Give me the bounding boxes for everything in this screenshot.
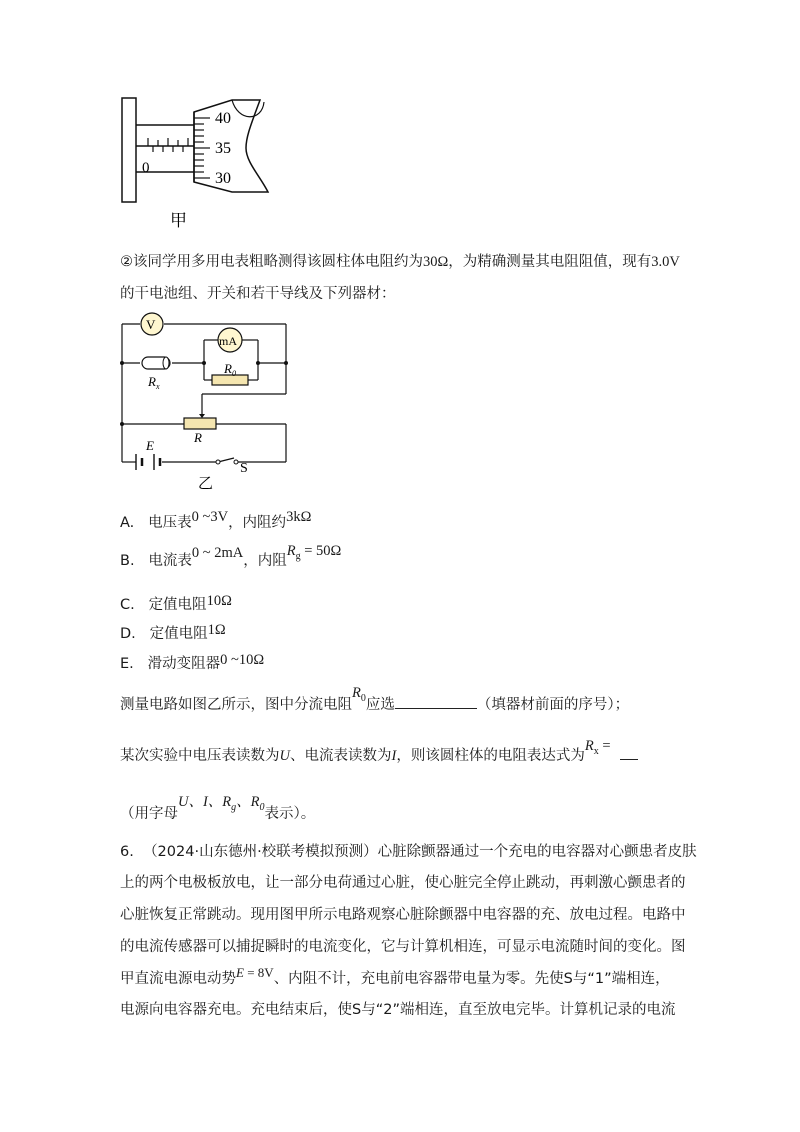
milliammeter-label: mA [219, 334, 237, 348]
figure-caption-jia: 甲 [170, 211, 187, 230]
option-text: 电压表 [148, 515, 192, 531]
q6-line3: 心脏恢复正常跳动。现用图甲所示电路观察心脏除颤器中电容器的充、放电过程。电路中 [120, 907, 686, 923]
r0-symbol: R [352, 685, 361, 701]
option-value: 3kΩ [286, 509, 312, 525]
option-symbol: R [286, 543, 296, 559]
battery-symbol [136, 454, 160, 470]
option-text: 定值电阻 [149, 626, 208, 642]
emf-value: = 8V [243, 965, 274, 980]
q6-line2: 上的两个电极板放电，让一部分电荷通过心脏，使心脏完全停止跳动，再刺激心颤患者的 [120, 875, 686, 891]
option-value: 1Ω [207, 622, 226, 638]
emf-symbol: E [236, 965, 244, 980]
option-symbol-sub: g [295, 551, 301, 562]
micrometer-figure [112, 92, 282, 232]
q5-part2-line1 [120, 252, 680, 272]
q6-line4: 的电流传感器可以捕捉瞬时的电流变化，它与计算机相连，可显示电流随时间的变化。图 [120, 939, 686, 955]
option-e [120, 654, 264, 674]
fill-in-rx-expression [120, 738, 638, 768]
option-d [120, 624, 226, 644]
rheostat [184, 418, 216, 429]
micrometer-frame [122, 98, 136, 202]
switch-label: S [240, 461, 248, 476]
micrometer-label-40: 40 [215, 110, 231, 127]
answer-blank-r0[interactable] [395, 708, 477, 709]
answer-blank-rx[interactable] [620, 759, 638, 760]
micrometer-zero-label: 0 [142, 160, 150, 176]
option-tail: ，内阻约 [228, 515, 287, 531]
letters-list: U、I、R [178, 794, 232, 810]
option-text: 定值电阻 [148, 597, 207, 613]
option-letter: B. [120, 553, 135, 569]
symbol-u: U [279, 748, 290, 764]
option-letter: C. [120, 597, 135, 613]
fill-in-r0 [120, 685, 630, 717]
voltage-value: 3.0V [651, 254, 680, 270]
equals-sign: = [598, 738, 611, 754]
fill-in-letters-note [120, 794, 316, 826]
symbol-i: I [391, 748, 397, 764]
letters-sub: 0 [259, 802, 265, 813]
figure-caption-yi: 乙 [198, 476, 214, 492]
r0-label: $R_0$ [224, 361, 236, 378]
letters-sub: g [231, 802, 237, 813]
option-range: 0 ~ 2mA [191, 545, 244, 561]
q5-part2-line2: 的干电池组、开关和若干导线及下列器材： [120, 286, 396, 302]
q6-line5 [120, 965, 670, 989]
option-letter: E. [120, 656, 134, 672]
circuit-figure [118, 312, 298, 492]
rx-label: $R_x$ [148, 374, 160, 391]
text-span: ，则该圆柱体的电阻表达式为 [396, 748, 585, 764]
micrometer-label-35: 35 [215, 140, 231, 157]
question-number: 6. [120, 844, 134, 860]
option-letter: A. [120, 515, 135, 531]
text-span: ，为精确测量其电阻阻值，现有 [448, 254, 652, 270]
option-text: 滑动变阻器 [147, 656, 221, 672]
resistance-value: 30Ω [423, 254, 449, 270]
option-tail: ，内阻 [243, 553, 287, 569]
option-text: 电流表 [148, 553, 192, 569]
text-span: （2024·山东德州·校联考模拟预测）心脏除颤器通过一个充电的电容器对心颤患者皮肤 [143, 844, 697, 860]
r0-symbol-sub: 0 [360, 693, 366, 704]
option-value: = 50Ω [300, 543, 342, 559]
text-span: 测量电路如图乙所示，图中分流电阻 [120, 697, 352, 713]
rx-cylinder [142, 357, 170, 369]
text-span: 应选 [365, 697, 395, 713]
text-span: ②该同学用多用电表粗略测得该圆柱体电阻约为 [120, 254, 423, 270]
option-c [120, 595, 232, 615]
rx-symbol: R [584, 738, 594, 754]
text-span: 某次实验中电压表读数为 [120, 748, 280, 764]
option-value: 10Ω [206, 593, 232, 609]
text-span: 、内阻不计，充电前电容器带电量为零。先使S与“1”端相连， [273, 971, 670, 987]
text-span: 甲直流电源电动势 [120, 971, 236, 987]
q6-line1 [120, 842, 697, 862]
battery-label: E [146, 438, 154, 453]
option-a [120, 509, 312, 533]
q6-line6: 电源向电容器充电。充电结束后，使S与“2”端相连，直至放电完毕。计算机记录的电流 [120, 1002, 676, 1018]
option-letter: D. [120, 626, 136, 642]
text-span: （用字母 [120, 806, 178, 822]
micrometer-label-30: 30 [215, 170, 231, 187]
rx-symbol-sub: x [593, 746, 599, 757]
text-span: 、电流表读数为 [289, 748, 392, 764]
rheostat-label: R [194, 430, 202, 445]
switch-symbol [234, 460, 238, 464]
option-range: 0 ~3V [191, 509, 229, 525]
r0-resistor [212, 375, 248, 385]
text-span: 表示）。 [264, 806, 316, 822]
option-value: 0 ~10Ω [220, 652, 265, 668]
voltmeter-label: V [146, 317, 156, 332]
text-span: （填器材前面的序号）； [476, 697, 630, 713]
letters-list: 、R [236, 794, 260, 810]
